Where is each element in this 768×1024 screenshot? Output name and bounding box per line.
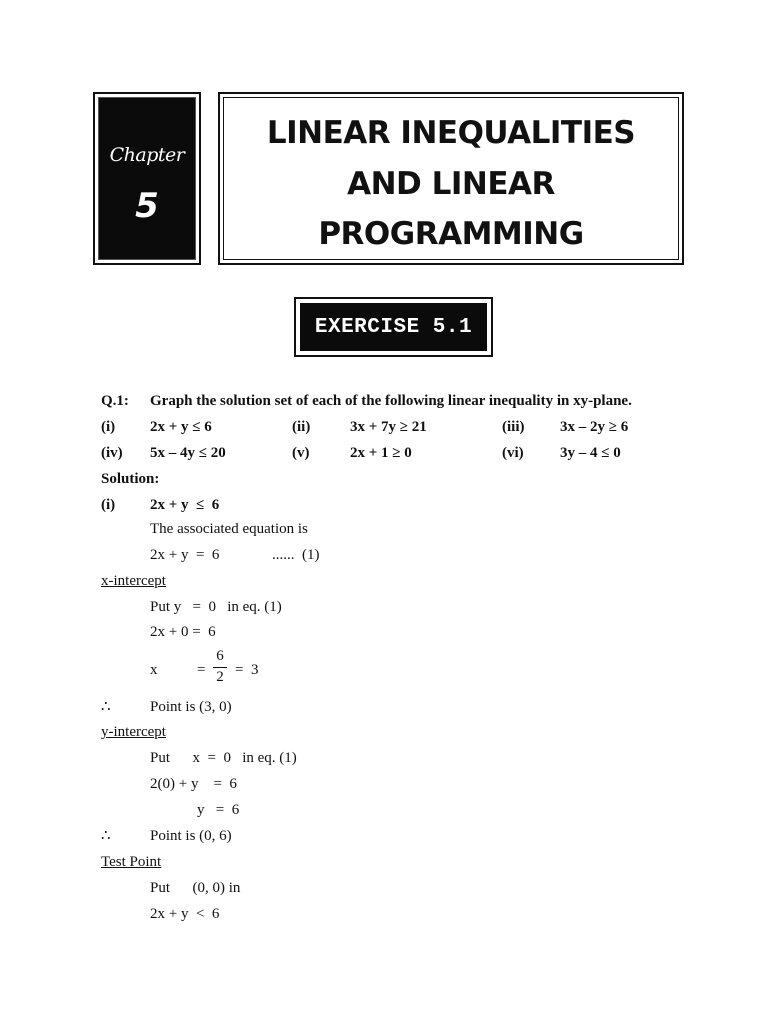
title-line-3: PROGRAMMING <box>318 216 584 252</box>
y-intercept-heading: y-intercept <box>101 724 166 740</box>
therefore-symbol: ∴ <box>101 828 111 844</box>
x-intercept-heading: x-intercept <box>101 573 166 589</box>
item-expr: 3x – 2y ≥ 6 <box>560 419 629 435</box>
x-variable: x <box>150 662 158 678</box>
chapter-box <box>93 92 201 265</box>
equals-sign: = <box>197 662 206 678</box>
item-expr: 2x + y ≤ 6 <box>150 419 212 435</box>
item-expr: 2x + 1 ≥ 0 <box>350 445 412 461</box>
title-line-2: AND LINEAR <box>347 166 555 202</box>
item-expr: 3y – 4 ≤ 0 <box>560 445 621 461</box>
y-intercept-point: Point is (0, 6) <box>150 828 232 844</box>
y-intercept-value: y = 6 <box>197 802 240 818</box>
part-number: (i) <box>101 497 116 513</box>
item-num: (i) <box>101 419 116 435</box>
item-expr: 5x – 4y ≤ 20 <box>150 445 226 461</box>
exercise-label: EXERCISE 5.1 <box>300 303 487 351</box>
item-num: (v) <box>292 445 310 461</box>
y-intercept-equation: 2(0) + y = 6 <box>150 776 237 792</box>
therefore-symbol: ∴ <box>101 699 111 715</box>
associated-equation-text: The associated equation is <box>150 521 308 537</box>
x-intercept-result: = 3 <box>235 662 259 678</box>
test-point-heading: Test Point <box>101 854 162 870</box>
y-intercept-put: Put x = 0 in eq. (1) <box>150 750 297 766</box>
chapter-box-inner <box>98 97 196 260</box>
item-expr: 3x + 7y ≥ 21 <box>350 419 427 435</box>
title-line-1: LINEAR INEQUALITIES <box>266 115 636 151</box>
title-box <box>218 92 684 265</box>
fraction-numerator: 6 <box>216 648 224 664</box>
item-num: (iii) <box>502 419 525 435</box>
chapter-label: Chapter <box>109 144 185 166</box>
x-intercept-equation: 2x + 0 = 6 <box>150 624 216 640</box>
chapter-number: 5 <box>135 186 159 226</box>
exercise-badge <box>294 297 493 357</box>
fraction-bar <box>213 667 227 668</box>
x-intercept-put: Put y = 0 in eq. (1) <box>150 599 282 615</box>
question-text: Graph the solution set of each of the following linear inequality in xy-plane. <box>150 393 632 409</box>
equation-1-ref: ...... (1) <box>272 547 320 563</box>
equation-1: 2x + y = 6 <box>150 547 220 563</box>
title-box-inner <box>223 97 679 260</box>
item-num: (vi) <box>502 445 524 461</box>
x-intercept-point: Point is (3, 0) <box>150 699 232 715</box>
part-expression: 2x + y ≤ 6 <box>150 497 220 513</box>
question-label: Q.1: <box>101 393 129 409</box>
test-point-put: Put (0, 0) in <box>150 880 241 896</box>
item-num: (iv) <box>101 445 123 461</box>
test-point-equation: 2x + y < 6 <box>150 906 220 922</box>
solution-heading: Solution: <box>101 471 160 487</box>
item-num: (ii) <box>292 419 311 435</box>
fraction-denominator: 2 <box>216 669 224 685</box>
